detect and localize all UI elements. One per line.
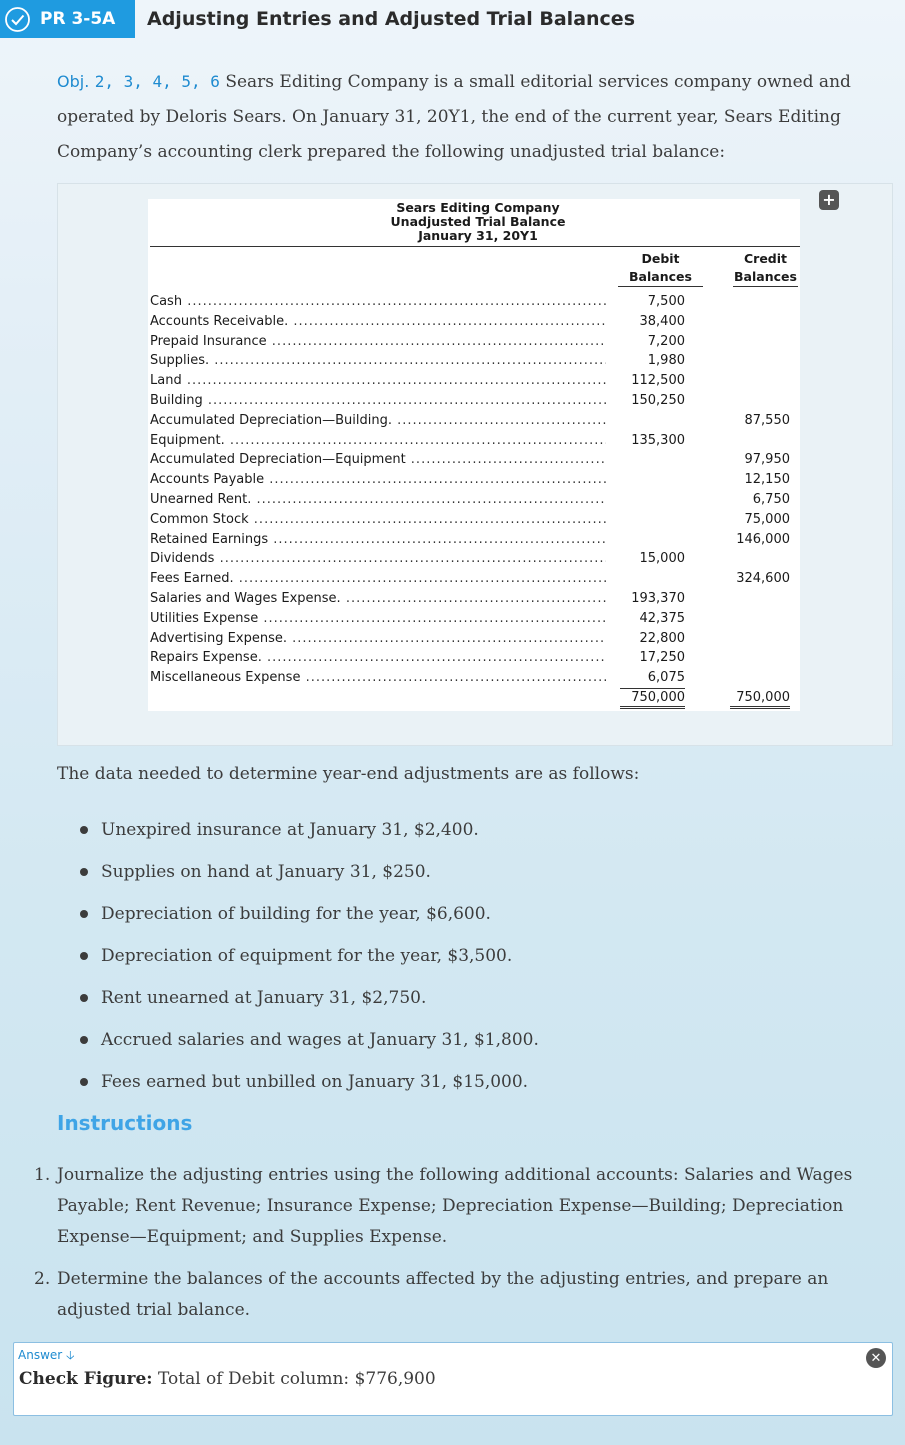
- credit-amount: 75,000: [744, 511, 790, 527]
- adjustments-heading: The data needed to determine year-end adjustments are as follows:: [57, 764, 640, 784]
- list-item: Rent unearned at January 31, $2,750.: [80, 980, 539, 1022]
- credit-column-header: Credit Balances: [733, 250, 798, 287]
- debit-amount: 193,370: [631, 590, 685, 606]
- company-name: Sears Editing Company: [396, 200, 560, 215]
- debit-amount: 1,980: [647, 353, 685, 369]
- account-name: Accounts Payable .....: [150, 470, 606, 490]
- trial-balance-heading: [148, 201, 808, 243]
- debit-amount: 112,500: [631, 373, 685, 389]
- table-row: [150, 629, 800, 649]
- account-name: Accumulated Depreciation—Equipment .....: [150, 450, 606, 470]
- intro-paragraph: [57, 64, 867, 170]
- list-item: Accrued salaries and wages at January 31, $1,800.: [80, 1022, 539, 1064]
- heading-rule: [150, 246, 800, 247]
- problem-number: PR 3-5A: [40, 9, 116, 29]
- check-figure-label: Check Figure:: [19, 1369, 153, 1389]
- debit-amount: 6,075: [620, 668, 685, 689]
- statement-date: January 31, 20Y1: [418, 228, 538, 243]
- instruction-text: Determine the balances of the accounts affected by the adjusting entries, and prepare an adjusted trial balance.: [57, 1269, 829, 1320]
- check-circle-icon: [4, 6, 31, 33]
- check-figure: [19, 1369, 436, 1389]
- problem-title: Adjusting Entries and Adjusted Trial Balances: [147, 8, 635, 30]
- account-name: Salaries and Wages Expense. .....: [150, 589, 606, 609]
- account-name: Retained Earnings .....: [150, 530, 606, 550]
- credit-amount: 6,750: [752, 491, 790, 507]
- instruction-number: 1.: [34, 1165, 51, 1185]
- answer-box: [13, 1342, 893, 1416]
- problem-header: [0, 0, 905, 40]
- table-row: [150, 371, 800, 391]
- credit-amount: 97,950: [744, 452, 790, 468]
- debit-amount: 42,375: [639, 610, 685, 626]
- list-item: Depreciation of equipment for the year, $3,500.: [80, 938, 539, 980]
- account-name: Building .....: [150, 391, 606, 411]
- table-row: [150, 668, 800, 688]
- table-row: [150, 292, 800, 312]
- table-row: [150, 609, 800, 629]
- account-name: Accumulated Depreciation—Building. .....: [150, 411, 606, 431]
- table-row: [150, 589, 800, 609]
- instruction-item: [34, 1160, 894, 1253]
- account-name: Equipment. .....: [150, 431, 606, 451]
- credit-amount: 12,150: [744, 472, 790, 488]
- debit-amount: 7,200: [647, 333, 685, 349]
- table-row: [150, 648, 800, 668]
- debit-amount: 22,800: [639, 630, 685, 646]
- statement-name: Unadjusted Trial Balance: [390, 214, 566, 229]
- list-item: Supplies on hand at January 31, $250.: [80, 854, 539, 896]
- table-row: [150, 470, 800, 490]
- credit-amount: 146,000: [736, 531, 790, 547]
- account-name: Prepaid Insurance .....: [150, 332, 606, 352]
- table-row: [150, 351, 800, 371]
- instruction-text: Journalize the adjusting entries using the following additional accounts: Salaries and Wages Payable; Rent Revenue; Insurance Expense; Depreciation Expense—Building; Depreciation Expense—Equipment; and Supplies Expense.: [57, 1165, 853, 1247]
- list-item: Fees earned but unbilled on January 31, $15,000.: [80, 1064, 539, 1106]
- instruction-item: [34, 1264, 894, 1326]
- debit-amount: 38,400: [639, 313, 685, 329]
- total-debit: 750,000: [620, 690, 685, 709]
- answer-toggle[interactable]: Answer 🡣: [18, 1348, 75, 1362]
- table-row: [150, 530, 800, 550]
- instructions-list: [34, 1160, 894, 1337]
- account-name: Supplies. .....: [150, 351, 606, 371]
- account-name: Dividends .....: [150, 549, 606, 569]
- objectives-label[interactable]: Obj.: [57, 72, 90, 91]
- debit-amount: 17,250: [639, 650, 685, 666]
- table-row: [150, 332, 800, 352]
- account-name: Repairs Expense. .....: [150, 648, 606, 668]
- intro-text: Sears Editing Company is a small editorial services company owned and operated by Deloris Sears. On January 31, 20Y1, the end of the current year, Sears Editing Company’s accounting clerk prepared the following unadjusted trial balance:: [57, 72, 851, 162]
- total-credit: 750,000: [730, 690, 790, 709]
- table-row: [150, 391, 800, 411]
- table-row: [150, 312, 800, 332]
- debit-amount: 135,300: [631, 432, 685, 448]
- table-row: [150, 510, 800, 530]
- trial-balance-rows: [150, 292, 800, 708]
- debit-column-header: Debit Balances: [618, 250, 703, 287]
- check-figure-text: Total of Debit column: $776,900: [157, 1369, 436, 1389]
- account-name: Advertising Expense. .....: [150, 629, 606, 649]
- credit-amount: 324,600: [736, 571, 790, 587]
- table-row: [150, 411, 800, 431]
- account-name: Unearned Rent. .....: [150, 490, 606, 510]
- list-item: Depreciation of building for the year, $6,600.: [80, 896, 539, 938]
- arrow-down-icon: 🡣: [66, 1348, 75, 1362]
- account-name: Cash .....: [150, 292, 606, 312]
- debit-amount: 150,250: [631, 392, 685, 408]
- debit-amount: 15,000: [639, 551, 685, 567]
- credit-amount: 87,550: [744, 412, 790, 428]
- expand-icon[interactable]: +: [819, 190, 839, 210]
- account-name: Fees Earned. .....: [150, 569, 606, 589]
- unadjusted-trial-balance: [148, 199, 800, 711]
- table-row: [150, 450, 800, 470]
- table-row: [150, 549, 800, 569]
- problem-badge[interactable]: [0, 0, 135, 38]
- account-name: Land .....: [150, 371, 606, 391]
- table-row: [150, 431, 800, 451]
- adjustments-list: [80, 812, 539, 1106]
- account-name: Common Stock .....: [150, 510, 606, 530]
- close-icon[interactable]: ✕: [866, 1348, 886, 1368]
- table-row: [150, 490, 800, 510]
- account-name: Miscellaneous Expense .....: [150, 668, 606, 688]
- account-name: Accounts Receivable. .....: [150, 312, 606, 332]
- instructions-heading: Instructions: [57, 1111, 193, 1135]
- instruction-number: 2.: [34, 1269, 51, 1289]
- objectives-links[interactable]: 2, 3, 4, 5, 6: [94, 72, 220, 91]
- account-name: Utilities Expense .....: [150, 609, 606, 629]
- totals-row: [150, 688, 800, 708]
- table-row: [150, 569, 800, 589]
- list-item: Unexpired insurance at January 31, $2,400.: [80, 812, 539, 854]
- debit-amount: 7,500: [647, 294, 685, 309]
